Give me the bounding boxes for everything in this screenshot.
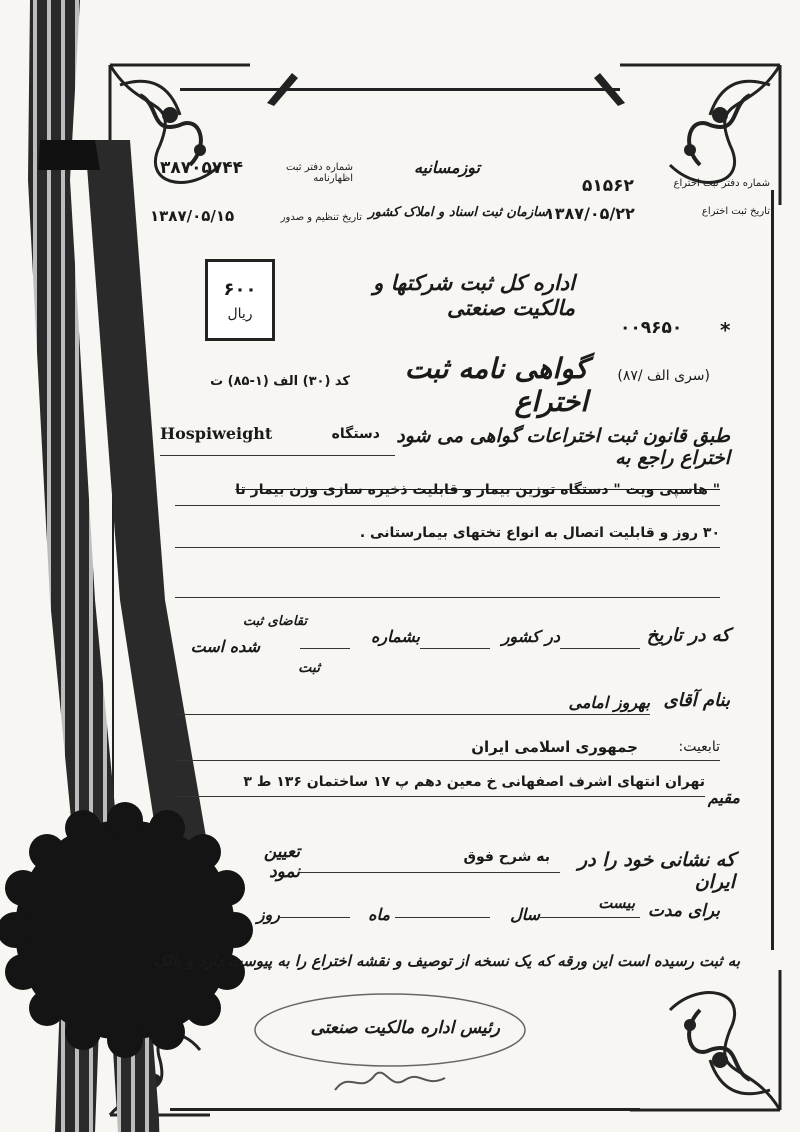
record-date-label: تاریخ ثبت اختراع xyxy=(701,206,770,217)
owner-rule xyxy=(175,714,650,715)
pen-emblem-left-icon xyxy=(262,68,302,108)
number-label: بشماره xyxy=(371,627,420,646)
serial-star: * xyxy=(720,318,731,342)
description-line-2: ۳۰ روز و قابلیت اتصال به انواع تختهای بیمارستانی . xyxy=(359,525,720,541)
description-line-1: " هاسپی ویت " دستگاه توزین بیمار و قابلیت ذخیره سازی وزن بیمار تا xyxy=(235,482,720,498)
fee-unit: ریال xyxy=(227,305,253,322)
address-rule xyxy=(300,872,560,873)
device-label: دستگاه xyxy=(331,426,380,442)
country-label: در کشور xyxy=(501,627,560,646)
nationality-value: جمهوری اسلامی ایران xyxy=(471,738,638,756)
address-prefix: که نشانی خود را در ایران xyxy=(578,849,735,893)
device-name: Hospiweight xyxy=(160,424,273,443)
fee-amount: ۶۰۰ xyxy=(223,278,257,300)
pen-emblem-right-icon xyxy=(590,68,630,108)
term-month: ماه xyxy=(368,905,390,924)
number-rule xyxy=(300,648,350,649)
month-rule xyxy=(280,917,350,918)
date-prefix: که در تاریخ xyxy=(646,625,730,646)
year-rule xyxy=(395,917,490,918)
bottom-right-ornament-icon xyxy=(620,960,795,1120)
residence-value: تهران انتهای اشرف اصفهانی خ معین دهم پ ۱۷ ساختمان ۱۳۶ ط ۳ xyxy=(243,774,705,790)
owner-name: بهروز امامی xyxy=(568,693,650,712)
issue-date: ۱۳۸۷/۰۵/۱۵ xyxy=(150,207,235,225)
address-value: به شرح فوق xyxy=(463,849,550,865)
record-number-label: شماره دفتر ثبت اختراع xyxy=(673,178,770,189)
term-day: روز xyxy=(256,905,280,924)
emblem-text: توزمسانیه xyxy=(413,158,480,177)
issue-number: ۳۸۷۰۵۷۴۴ xyxy=(160,158,244,178)
fee-stamp xyxy=(205,259,275,341)
device-underline xyxy=(160,455,395,456)
nationality-rule xyxy=(175,760,720,761)
office-heading: اداره کل ثبت شرکتها و مالکیت صنعتی xyxy=(373,270,575,320)
term-rule xyxy=(540,917,640,918)
signature-title: رئیس اداره مالکیت صنعتی xyxy=(310,1018,500,1038)
frame-right-border xyxy=(771,190,774,950)
serial-series: (سری الف /۸۷) xyxy=(617,368,710,384)
authority-name: سازمان ثبت اسناد و املاک کشور xyxy=(368,205,548,220)
term-value: بیست xyxy=(598,894,635,912)
request-label: تقاضای ثبت xyxy=(242,614,307,629)
certificate-code: کد (۳۰) الف (۱-۸۵) ت xyxy=(210,374,350,389)
country-rule xyxy=(420,648,490,649)
term-prefix: برای مدت xyxy=(647,901,720,921)
residence-label: مقیم xyxy=(707,788,740,807)
intro-text: طبق قانون ثبت اختراعات گواهی می شود اختراع راجع به xyxy=(396,425,730,469)
record-number: ۵۱۵۶۲ xyxy=(582,176,634,196)
record-date: ۱۳۸۷/۰۵/۲۲ xyxy=(545,204,635,223)
nationality-label: تابعیت: xyxy=(678,739,720,755)
request-sub-label: ثبت xyxy=(298,660,320,676)
address-suffix: تعیین نمود xyxy=(263,842,300,882)
signature-scribble-icon xyxy=(330,1060,450,1100)
description-line-1-rule xyxy=(175,505,720,506)
issue-number-label: شماره دفتر ثبت اظهارنامه xyxy=(285,162,353,184)
certificate-title: گواهی نامه ثبت اختراع xyxy=(404,352,588,418)
serial-number: ۰۰۹۶۵۰ xyxy=(620,318,683,338)
description-line-2-rule xyxy=(175,547,720,548)
owner-label: بنام آقای xyxy=(663,690,730,711)
date-rule xyxy=(560,648,640,649)
issue-date-label: تاریخ تنظیم و صدور xyxy=(280,212,362,223)
date-suffix: شده است xyxy=(190,637,260,656)
term-year: سال xyxy=(510,905,540,924)
description-line-3-rule xyxy=(175,597,720,598)
closing-text: به ثبت رسیده است این ورقه که یک نسخه از توصیف و نقشه اختراع را به پیوست دارد و بالک xyxy=(154,952,740,970)
residence-rule xyxy=(175,796,705,797)
